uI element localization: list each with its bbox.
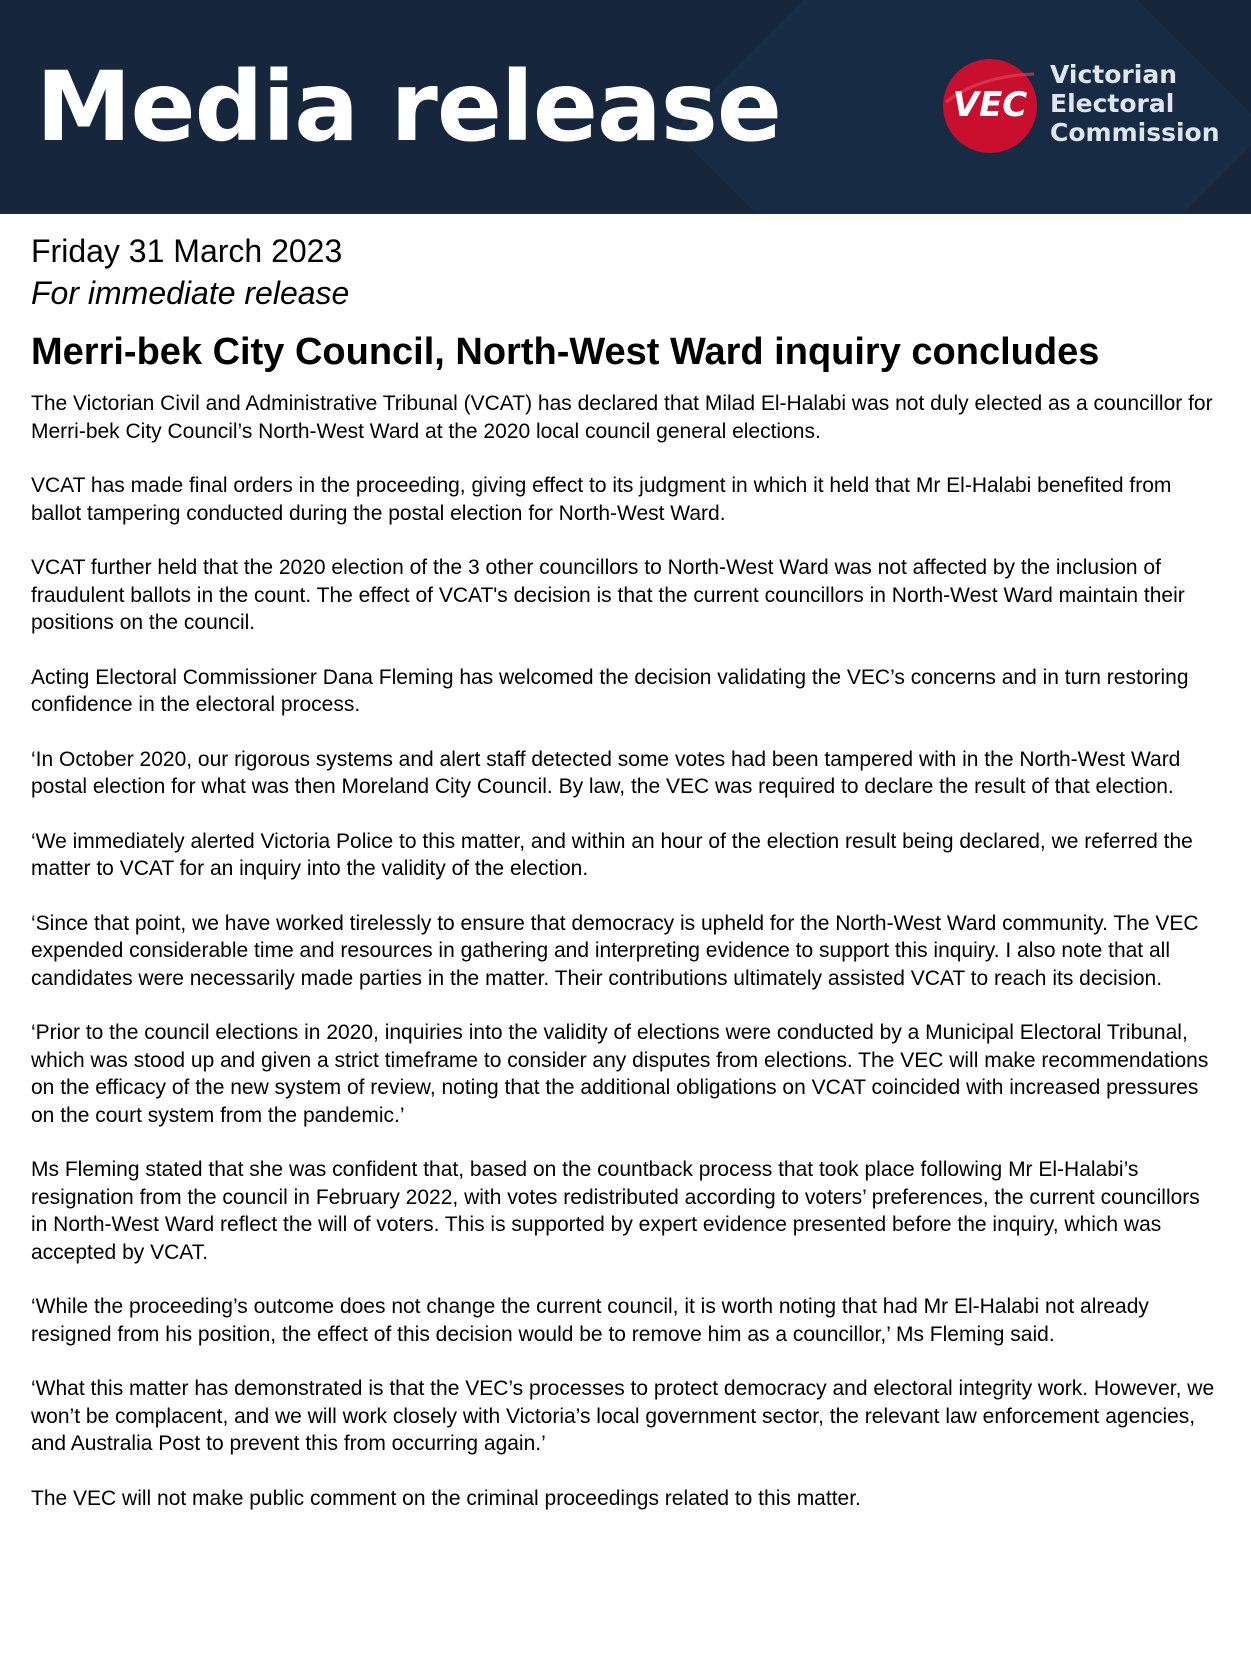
paragraph-1: The Victorian Civil and Administrative Tribunal (VCAT) has declared that Milad El-Halabi was not duly elected as a councillor for Merri-bek City Council’s North-West Ward at the 2020 local council general elections. <box>31 392 1213 443</box>
logo-line-victorian: Victorian <box>1050 60 1177 89</box>
paragraph-5: ‘In October 2020, our rigorous systems and alert staff detected some votes had been tampered with in the North-West Ward postal election for what was then Moreland City Council. By law, the VEC was required to declare the result of that election. <box>31 747 1181 798</box>
vec-logo <box>940 56 1240 156</box>
release-headline: Merri-bek City Council, North-West Ward inquiry concludes <box>31 331 1100 373</box>
paragraph-2: VCAT has made final orders in the proceeding, giving effect to its judgment in which it held that Mr El-Halabi benefited from ballot tampering conducted during the postal election for North-West Ward. <box>31 474 1172 525</box>
paragraph-4: Acting Electoral Commissioner Dana Fleming has welcomed the decision validating the VEC’s concerns and in turn restoring confidence in the electoral process. <box>31 665 1189 716</box>
vec-logo-mark-text: VEC <box>952 85 1028 125</box>
vec-logo-mark <box>940 56 1040 156</box>
media-release-banner <box>0 0 1251 214</box>
logo-line-commission: Commission <box>1050 118 1220 147</box>
paragraph-9: Ms Fleming stated that she was confident that, based on the countback process that took place following Mr El-Halabi’s resignation from the council in February 2022, with votes redistributed according to voters’ preferences, the current councillors in North-West Ward reflect the will of voters. This is supported by expert evidence presented before the inquiry, which was accepted by VCAT. <box>31 1158 1200 1264</box>
release-content <box>31 230 1221 1539</box>
paragraph-10: ‘While the proceeding’s outcome does not change the current council, it is worth noting that had Mr El-Halabi not already resigned from his position, the effect of this decision would be to remove him as a councillor,’ Ms Fleming said. <box>31 1295 1149 1346</box>
paragraph-3: VCAT further held that the 2020 election of the 3 other councillors to North-West Ward was not affected by the inclusion of fraudulent ballots in the count. The effect of VCAT's decision is that the current councillors in North-West Ward maintain their positions on the council. <box>31 556 1185 634</box>
banner-title: Media release <box>36 51 781 163</box>
logo-line-electoral: Electoral <box>1050 89 1175 118</box>
paragraph-12: The VEC will not make public comment on the criminal proceedings related to this matter. <box>31 1486 861 1510</box>
paragraph-7: ‘Since that point, we have worked tirelessly to ensure that democracy is upheld for the North-West Ward community. The VEC expended considerable time and resources in gathering and interpreting evidence to support this inquiry. I also note that all candidates were necessarily made parties in the matter. Their contributions ultimately assisted VCAT to reach its decision. <box>31 911 1199 990</box>
release-note: For immediate release <box>31 275 350 311</box>
paragraph-11: ‘What this matter has demonstrated is that the VEC’s processes to protect democracy and electoral integrity work. However, we won’t be complacent, and we will work closely with Victoria’s local government sector, the relevant law enforcement agencies, and Australia Post to prevent this from occurring again.’ <box>31 1377 1215 1455</box>
release-date: Friday 31 March 2023 <box>31 233 343 269</box>
vec-logo-wordmark <box>1050 60 1220 147</box>
paragraph-8: ‘Prior to the council elections in 2020, inquiries into the validity of elections were conducted by a Municipal Electoral Tribunal, which was stood up and given a strict timeframe to consider any disputes from elections. The VEC will make recommendations on the efficacy of the new system of review, noting that the additional obligations on VCAT coincided with increased pressures on the court system from the pandemic.’ <box>31 1021 1209 1127</box>
paragraph-6: ‘We immediately alerted Victoria Police to this matter, and within an hour of the election result being declared, we referred the matter to VCAT for an inquiry into the validity of the election. <box>31 829 1193 880</box>
